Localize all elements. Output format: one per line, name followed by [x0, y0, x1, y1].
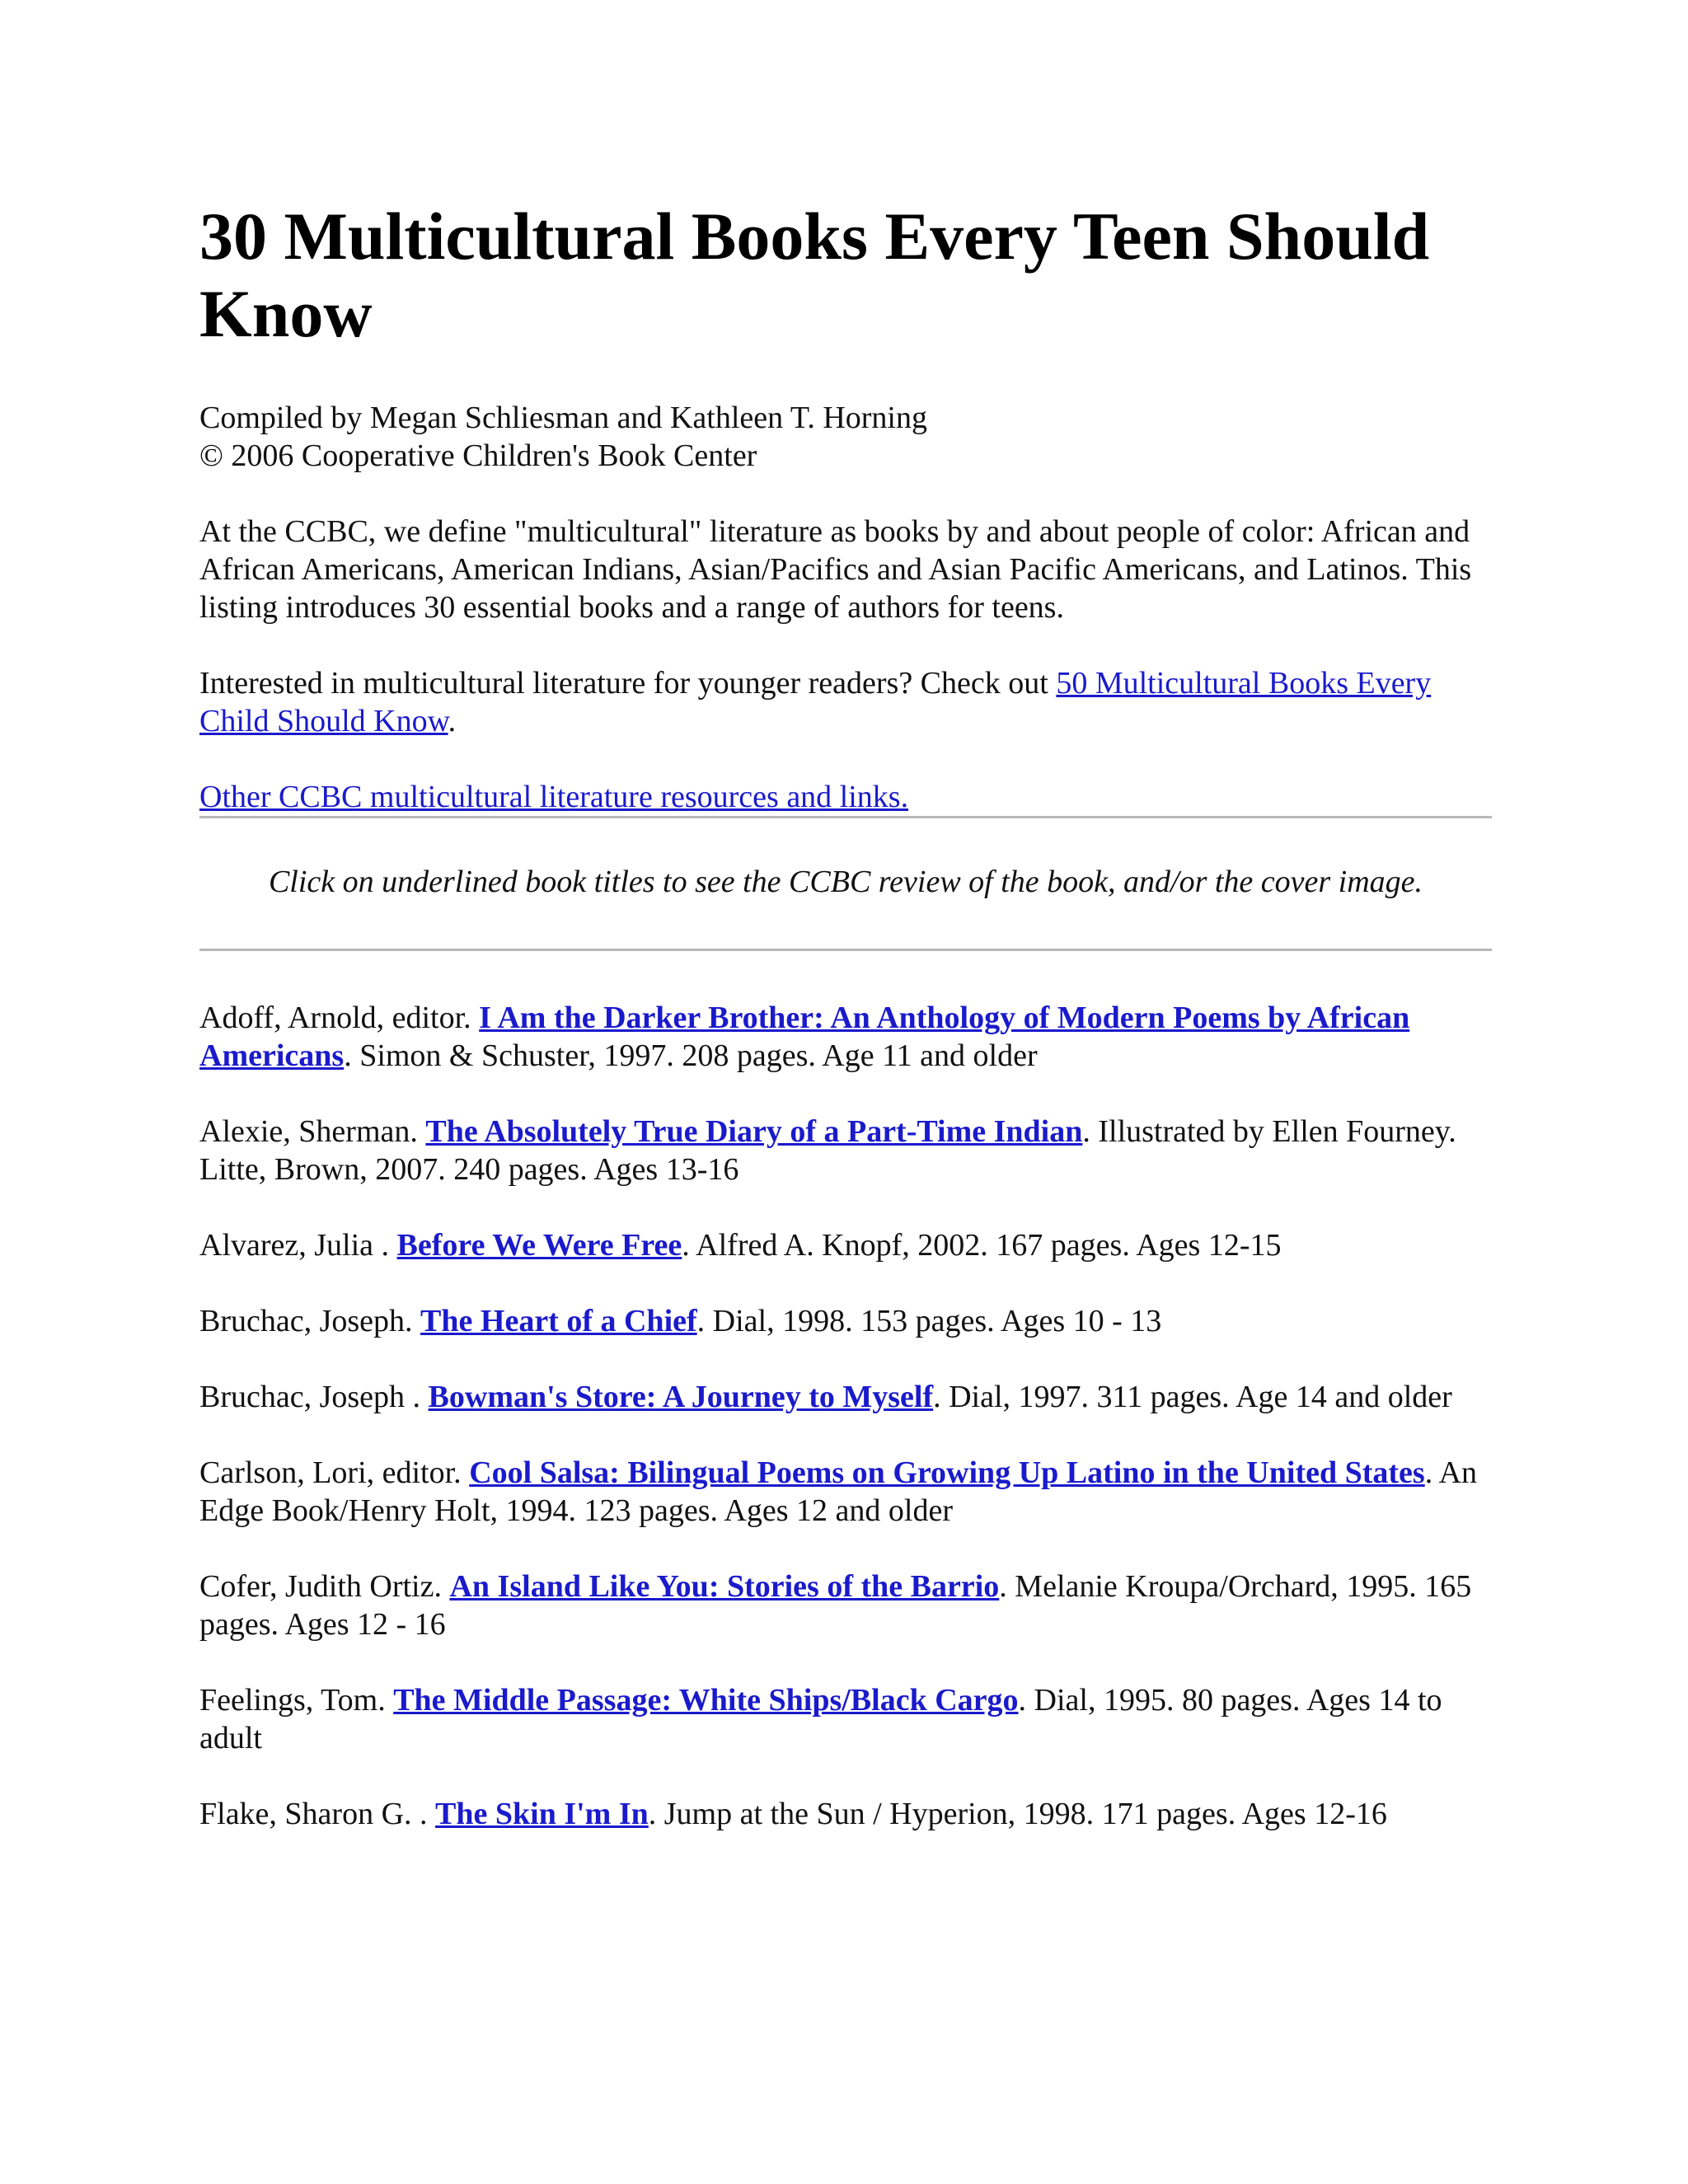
book-entry — [199, 999, 1492, 1075]
younger-readers-suffix: . — [448, 704, 457, 738]
book-author: Bruchac, Joseph. — [199, 1304, 421, 1338]
book-details: . Alfred A. Knopf, 2002. 167 pages. Ages 12-15 — [682, 1228, 1282, 1263]
book-entry — [199, 1568, 1492, 1643]
resources-paragraph — [199, 778, 1492, 816]
resources-link[interactable]: Other CCBC multicultural literature resources and links. — [199, 780, 909, 814]
book-title-link[interactable]: Cool Salsa: Bilingual Poems on Growing Up Latino in the United States — [469, 1455, 1425, 1490]
child-books-link[interactable]: 50 Multicultural Books Every Child Should Know — [199, 666, 1432, 738]
book-list — [199, 999, 1492, 1833]
book-details: . Illustrated by Ellen Fourney. Litte, Brown, 2007. 240 pages. Ages 13-16 — [199, 1114, 1456, 1187]
younger-readers-text: Interested in multicultural literature for younger readers? Check out — [199, 666, 1057, 701]
book-entry — [199, 1113, 1492, 1188]
book-title-link[interactable]: I Am the Darker Brother: An Anthology of Modern Poems by African Americans — [199, 1001, 1410, 1073]
book-author: Bruchac, Joseph . — [199, 1380, 429, 1414]
book-details: . Jump at the Sun / Hyperion, 1998. 171 pages. Ages 12-16 — [648, 1797, 1387, 1831]
book-author: Carlson, Lori, editor. — [199, 1455, 470, 1490]
younger-readers-paragraph — [199, 664, 1492, 740]
book-title-link[interactable]: The Skin I'm In — [435, 1797, 649, 1831]
divider-top — [199, 816, 1492, 818]
book-details: . Dial, 1995. 80 pages. Ages 14 to adult — [199, 1683, 1442, 1755]
intro-paragraph: At the CCBC, we define "multicultural" literature as books by and about people of color: African and African Americans, American Indians, Asian/Pacifics and Asian Pacific Americans, and Latinos. This listing introduces 30 essential books and a range of authors for teens. — [199, 514, 1472, 625]
book-entry — [199, 1454, 1492, 1530]
book-author: Alvarez, Julia . — [199, 1228, 397, 1263]
book-author: Cofer, Judith Ortiz. — [199, 1569, 450, 1604]
book-details: . Simon & Schuster, 1997. 208 pages. Age 11 and older — [344, 1038, 1038, 1073]
page-title: 30 Multicultural Books Every Teen Should Know — [199, 199, 1430, 351]
book-details: . Melanie Kroupa/Orchard, 1995. 165 pages. Ages 12 - 16 — [199, 1569, 1472, 1642]
book-entry — [199, 1795, 1492, 1833]
divider-bottom — [199, 949, 1492, 951]
book-details: . Dial, 1997. 311 pages. Age 14 and older — [933, 1380, 1452, 1414]
book-entry — [199, 1302, 1492, 1340]
book-author: Alexie, Sherman. — [199, 1114, 426, 1149]
book-entry — [199, 1681, 1492, 1757]
compiled-by: Compiled by Megan Schliesman and Kathleen T. Horning — [199, 401, 927, 435]
copyright: © 2006 Cooperative Children's Book Center — [199, 438, 757, 473]
book-author: Flake, Sharon G. . — [199, 1797, 436, 1831]
credits — [199, 399, 1492, 475]
book-details: . An Edge Book/Henry Holt, 1994. 123 pages. Ages 12 and older — [199, 1455, 1478, 1528]
document-page — [199, 198, 1492, 1871]
book-title-link[interactable]: Bowman's Store: A Journey to Myself — [428, 1380, 934, 1414]
book-title-link[interactable]: An Island Like You: Stories of the Barrio — [449, 1569, 1000, 1604]
book-author: Adoff, Arnold, editor. — [199, 1001, 480, 1035]
book-entry — [199, 1226, 1492, 1264]
book-entry — [199, 1378, 1492, 1416]
book-details: . Dial, 1998. 153 pages. Ages 10 - 13 — [696, 1304, 1162, 1338]
book-title-link[interactable]: Before We Were Free — [396, 1228, 682, 1263]
book-author: Feelings, Tom. — [199, 1683, 394, 1718]
instructions-notice: Click on underlined book titles to see the CCBC review of the book, and/or the cover image. — [268, 865, 1423, 899]
book-title-link[interactable]: The Middle Passage: White Ships/Black Cargo — [393, 1683, 1019, 1718]
book-title-link[interactable]: The Absolutely True Diary of a Part-Time Indian — [425, 1114, 1083, 1149]
book-title-link[interactable]: The Heart of a Chief — [420, 1304, 697, 1338]
